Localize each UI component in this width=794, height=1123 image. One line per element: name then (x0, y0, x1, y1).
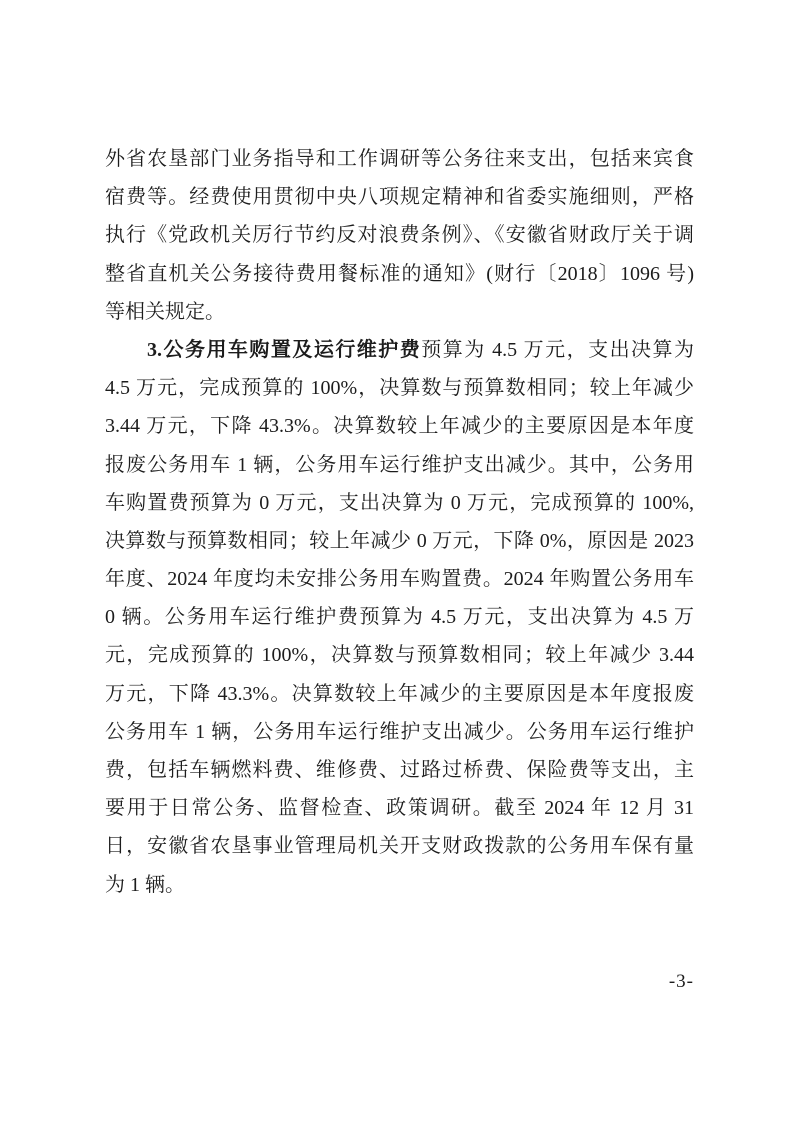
text-segment: 元，完成预算的 100%，决算数与预算数相同；较上年减少 3.44 (105, 644, 694, 667)
text-segment: 费，包括车辆燃料费、维修费、过路过桥费、保险费等支出，主 (105, 759, 694, 781)
text-segment: 外省农垦部门业务指导和工作调研等公务往来支出，包括来宾食 (105, 148, 694, 170)
paragraph (105, 331, 694, 904)
text-segment: 4.5 万元，完成预算的 100%，决算数与预算数相同；较上年减少 (105, 377, 694, 400)
text-line (105, 522, 694, 560)
text-segment: 执行《党政机关厉行节约反对浪费条例》、《安徽省财政厅关于调 (105, 224, 694, 247)
text-segment: 等相关规定。 (105, 300, 225, 323)
text-line (105, 407, 694, 445)
text-line (105, 484, 694, 522)
text-line (105, 178, 694, 216)
text-line (105, 713, 694, 751)
text-segment: 为 1 辆。 (105, 873, 185, 896)
text-line (105, 140, 694, 178)
text-segment: 3.44 万元，下降 43.3%。决算数较上年减少的主要原因是本年度 (105, 415, 694, 438)
document-body (105, 140, 694, 904)
text-line (105, 827, 694, 865)
text-line (105, 751, 694, 789)
text-line (105, 866, 694, 904)
text-line (105, 216, 694, 254)
text-line (105, 255, 694, 293)
text-line (105, 598, 694, 636)
text-line (105, 675, 694, 713)
text-line (105, 369, 694, 407)
text-line (105, 331, 694, 369)
text-line (105, 446, 694, 484)
paragraph (105, 140, 694, 331)
text-segment: 报废公务用车 1 辆，公务用车运行维护支出减少。其中，公务用 (105, 453, 694, 476)
text-segment: 整省直机关公务接待费用餐标准的通知》(财行〔2018〕1096 号) (105, 262, 694, 285)
text-segment: 车购置费预算为 0 万元，支出决算为 0 万元，完成预算的 100%, (105, 491, 694, 514)
text-line (105, 560, 694, 598)
text-segment: 要用于日常公务、监督检查、政策调研。截至 2024 年 12 月 31 (105, 797, 694, 820)
text-segment: 年度、2024 年度均未安排公务用车购置费。2024 年购置公务用车 (105, 568, 694, 591)
page-footer (105, 970, 694, 994)
text-line (105, 293, 694, 331)
text-segment: 0 辆。公务用车运行维护费预算为 4.5 万元，支出决算为 4.5 万 (105, 606, 694, 629)
page-number: -3- (668, 971, 694, 992)
text-segment: 万元，下降 43.3%。决算数较上年减少的主要原因是本年度报废 (105, 682, 694, 705)
section-heading: 3.公务用车购置及运行维护费 (147, 338, 422, 361)
text-segment: 日，安徽省农垦事业管理局机关开支财政拨款的公务用车保有量 (105, 835, 694, 858)
text-segment: 预算为 4.5 万元，支出决算为 (421, 338, 694, 361)
text-segment: 公务用车 1 辆，公务用车运行维护支出减少。公务用车运行维护 (105, 720, 694, 743)
text-segment: 决算数与预算数相同；较上年减少 0 万元，下降 0%，原因是 2023 (105, 529, 694, 552)
text-line (105, 636, 694, 674)
text-segment: 宿费等。经费使用贯彻中央八项规定精神和省委实施细则，严格 (105, 186, 694, 209)
text-line (105, 789, 694, 827)
